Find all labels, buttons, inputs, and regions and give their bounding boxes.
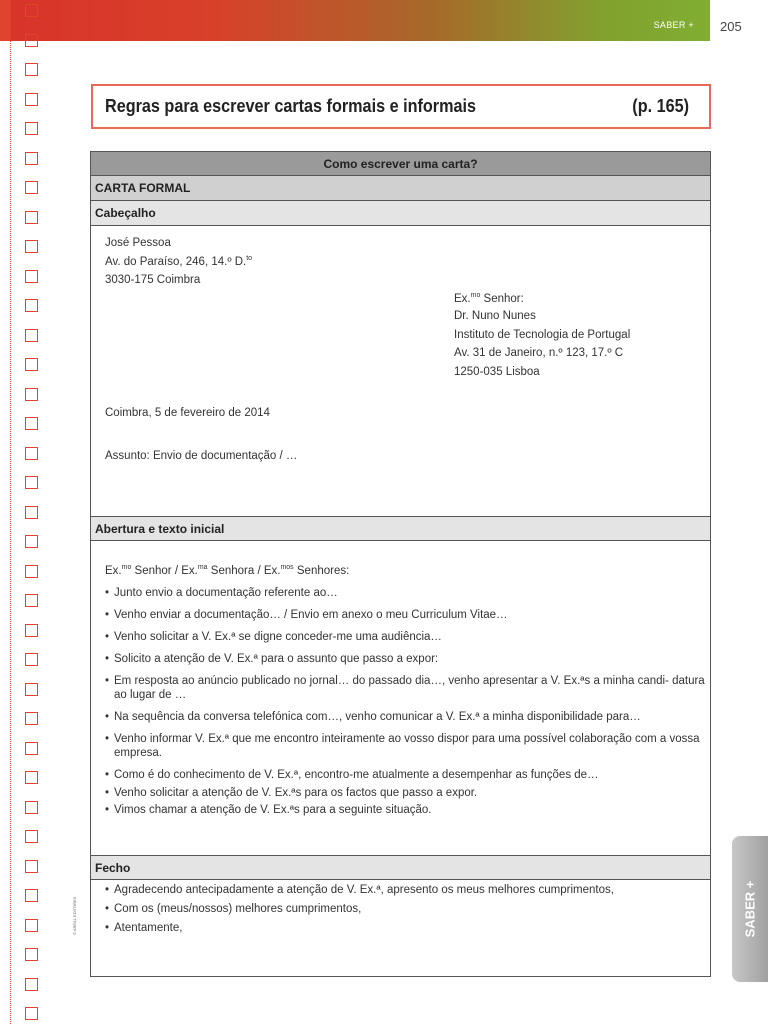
checkbox-square [25,683,38,696]
sender-name: José Pessoa [105,237,171,249]
section-label: SABER + [653,20,694,30]
letter-table [90,151,711,977]
checkbox-square [25,653,38,666]
checkbox-square [25,388,38,401]
checkbox-square [25,93,38,106]
list-item: • Como é do conhecimento de V. Ex.ª, encontro-me atualmente a desempenhar as funções de… [105,768,705,782]
checkbox-square [25,948,38,961]
checkbox-square [25,565,38,578]
checkbox-square [25,63,38,76]
list-item: • Com os (meus/nossos) melhores cumprimentos, [105,902,705,916]
greeting-line: Ex.$^{mo}$ Senhor / Ex.$^{ma}$ Senhora / Ex.$^{mos}$ Senhores: [105,564,350,577]
checkbox-square [25,34,38,47]
recipient-institution: Instituto de Tecnologia de Portugal [454,329,631,341]
checkbox-square [25,476,38,489]
checkbox-strip [0,0,60,1024]
checkbox-square [25,889,38,902]
recipient-address: Av. 31 de Janeiro, n.º 123, 17.º C [454,347,624,359]
page-number: 205 [720,19,742,34]
checkbox-square [25,860,38,873]
checkbox-square [25,594,38,607]
checkbox-square [25,535,38,548]
table-heading: Como escrever uma carta? [91,152,710,176]
list-item: • Venho solicitar a V. Ex.ª se digne conceder-me uma audiência… [105,630,705,644]
checkbox-square [25,447,38,460]
checkbox-square [25,358,38,371]
checkbox-square [25,506,38,519]
checkbox-square [25,771,38,784]
checkbox-square [25,122,38,135]
letter-subject: Assunto: Envio de documentação / … [105,450,298,462]
list-item: • Venho enviar a documentação… / Envio em anexo o meu Curriculum Vitae… [105,608,705,622]
recipient-postcode: 1250-035 Lisboa [454,366,540,378]
checkbox-square [25,830,38,843]
checkbox-square [25,181,38,194]
letter-date: Coimbra, 5 de fevereiro de 2014 [105,407,270,419]
checkbox-square [25,417,38,430]
checkbox-square [25,211,38,224]
checkbox-square [25,742,38,755]
checkbox-square [25,4,38,17]
list-item: • Venho solicitar a atenção de V. Ex.ªs para os factos que passo a expor. [105,786,705,800]
top-banner [0,0,710,41]
copyright-text: © AREAL EDITORES [72,896,77,935]
sender-postcode: 3030-175 Coimbra [105,274,201,286]
side-tab [732,836,768,982]
list-item: • Na sequência da conversa telefónica com…, venho comunicar a V. Ex.ª a minha disponibilidade para… [105,710,705,724]
section-carta-formal: CARTA FORMAL [91,176,710,201]
recipient-salutation: Ex.$^{mo}$ Senhor: [454,292,524,305]
list-item: • Agradecendo antecipadamente a atenção de V. Ex.ª, apresento os meus melhores cumprimentos, [105,883,705,897]
checkbox-square [25,801,38,814]
checkbox-square [25,919,38,932]
title-box [91,84,711,129]
list-item: • Junto envio a documentação referente ao… [105,586,705,600]
list-item: • Venho informar V. Ex.ª que me encontro inteiramente ao vosso dispor para uma possível colaboração com a vossa empresa. [105,732,705,760]
checkbox-square [25,624,38,637]
checkbox-square [25,270,38,283]
checkbox-square [25,299,38,312]
list-item: • Solicito a atenção de V. Ex.ª para o assunto que passo a expor: [105,652,705,666]
page-reference: (p. 165) [632,96,689,116]
checkbox-square [25,712,38,725]
checkbox-square [25,240,38,253]
checkbox-square [25,329,38,342]
list-item: • Vimos chamar a atenção de V. Ex.ªs para a seguinte situação. [105,803,705,817]
recipient-name: Dr. Nuno Nunes [454,310,536,322]
section-cabecalho: Cabeçalho [91,201,710,226]
sender-address: Av. do Paraíso, 246, 14.º D.$^{to}$ [105,255,253,268]
side-tab-label: SABER + [742,880,758,938]
dotted-line [10,0,11,1024]
section-abertura: Abertura e texto inicial [91,516,710,541]
list-item: • Atentamente, [105,921,705,935]
checkbox-square [25,1007,38,1020]
strip-tab [0,0,10,41]
page-title: Regras para escrever cartas formais e informais [105,96,477,116]
checkbox-square [25,978,38,991]
checkbox-square [25,152,38,165]
list-item: • Em resposta ao anúncio publicado no jornal… do passado dia…, venho apresentar a V. Ex.ªs a minha candi- datura ao lugar de … [105,674,705,702]
section-fecho: Fecho [91,855,710,880]
closing-list [105,883,705,935]
opening-list [105,586,705,817]
